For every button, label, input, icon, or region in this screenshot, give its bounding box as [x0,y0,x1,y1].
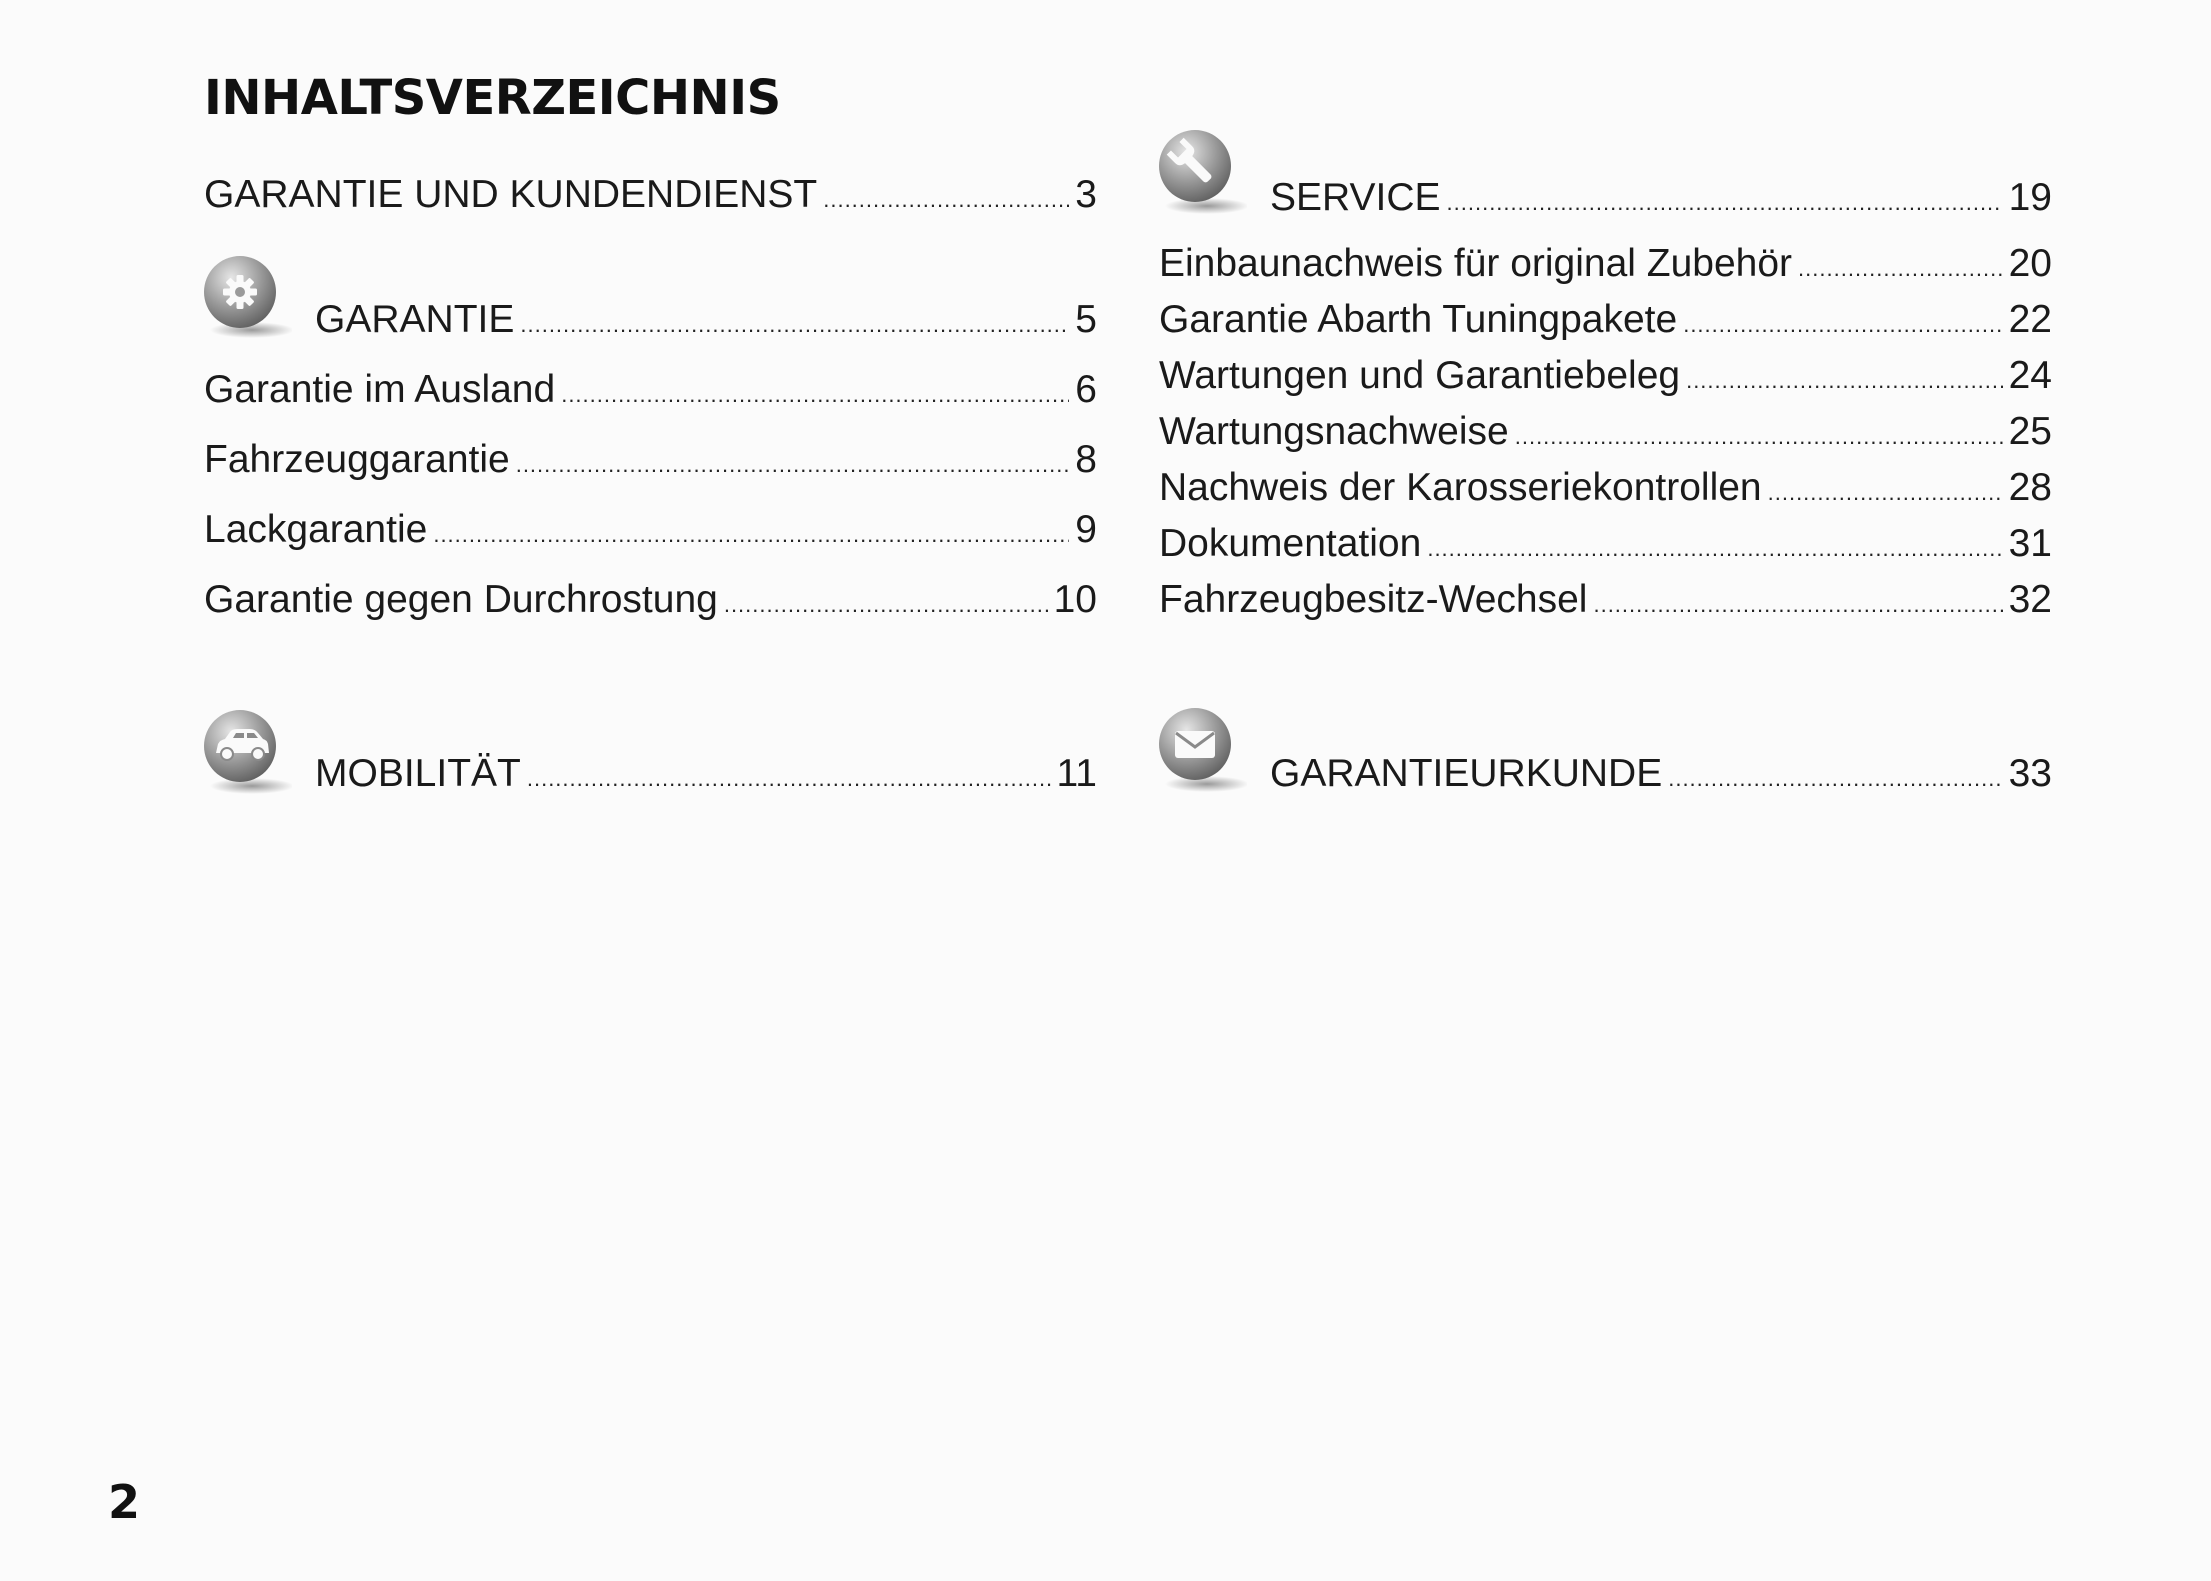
toc-entry-page: 3 [1075,173,1097,216]
toc-entry-page: 32 [2008,578,2052,621]
dot-leader [433,511,1069,559]
toc-entry-page: 8 [1075,438,1097,481]
dot-leader [520,301,1069,349]
toc-entry-page: 11 [1056,752,1097,795]
toc-entry-page: 10 [1053,578,1097,621]
envelope-icon [1155,704,1247,796]
toc-entry-label: GARANTIE UND KUNDENDIENST [204,173,818,216]
toc-entry-fahrzeugbesitz-wechsel[interactable] [1159,576,2052,629]
dot-leader [1768,469,2003,517]
dot-leader [561,371,1069,419]
toc-entry-page: 31 [2008,522,2052,565]
toc-entry-wartungsnachweise[interactable] [1159,408,2052,461]
toc-section-label: GARANTIE [315,298,515,341]
toc-entry-page: 19 [2008,176,2052,219]
toc-entry-page: 6 [1075,368,1097,411]
toc-entry-label: Garantie im Ausland [204,368,556,411]
toc-entry-wartungen-garantiebeleg[interactable] [1159,352,2052,405]
page-title: INHALTSVERZEICHNIS [204,70,781,126]
toc-entry-label: Einbaunachweis für original Zubehör [1159,242,1793,285]
toc-section-label: MOBILITÄT [315,752,521,795]
toc-section-label: SERVICE [1270,176,1441,219]
dot-leader [1686,357,2003,405]
toc-entry-page: 22 [2008,298,2052,341]
dot-leader [1683,301,2002,349]
dot-leader [1798,245,2003,293]
toc-entry-fahrzeuggarantie[interactable] [204,436,1097,489]
dot-leader [516,441,1070,489]
dot-leader [724,581,1048,629]
toc-entry-page: 33 [2008,752,2052,795]
toc-entry-page: 24 [2008,354,2052,397]
car-icon [200,706,292,798]
toc-entry-karosseriekontrollen[interactable] [1159,464,2052,517]
dot-leader [1668,755,2002,803]
toc-entry-label: Garantie Abarth Tuningpakete [1159,298,1678,341]
dot-leader [1427,525,2002,573]
toc-section-label: GARANTIEURKUNDE [1270,752,1663,795]
page-number: 2 [108,1475,141,1529]
toc-section-service[interactable] [1270,174,2052,227]
dot-leader [1593,581,2002,629]
toc-section-garantieurkunde[interactable] [1270,750,2052,803]
toc-entry-page: 25 [2008,410,2052,453]
dot-leader [527,755,1051,803]
toc-entry-label: Garantie gegen Durchrostung [204,578,718,621]
toc-entry-page: 20 [2008,242,2052,285]
gear-icon [200,252,292,344]
toc-entry-label: Wartungsnachweise [1159,410,1509,453]
toc-entry-label: Dokumentation [1159,522,1422,565]
toc-entry-label: Wartungen und Garantiebeleg [1159,354,1681,397]
toc-entry-einbaunachweis[interactable] [1159,240,2052,293]
toc-entry-garantie-und-kundendienst[interactable] [204,171,1097,224]
toc-entry-abarth-tuningpakete[interactable] [1159,296,2052,349]
dot-leader [1447,179,2003,227]
toc-entry-garantie-im-ausland[interactable] [204,366,1097,419]
dot-leader [823,176,1069,224]
toc-section-garantie[interactable] [315,296,1097,349]
toc-entry-label: Nachweis der Karosseriekontrollen [1159,466,1762,509]
toc-entry-dokumentation[interactable] [1159,520,2052,573]
toc-entry-garantie-gegen-durchrostung[interactable] [204,576,1097,629]
toc-entry-lackgarantie[interactable] [204,506,1097,559]
toc-entry-label: Lackgarantie [204,508,428,551]
wrench-icon [1155,126,1247,218]
toc-entry-page: 9 [1075,508,1097,551]
dot-leader [1515,413,2003,461]
toc-entry-label: Fahrzeuggarantie [204,438,510,481]
toc-section-mobilitaet[interactable] [315,750,1097,803]
toc-entry-page: 28 [2008,466,2052,509]
toc-entry-page: 5 [1075,298,1097,341]
toc-entry-label: Fahrzeugbesitz-Wechsel [1159,578,1588,621]
